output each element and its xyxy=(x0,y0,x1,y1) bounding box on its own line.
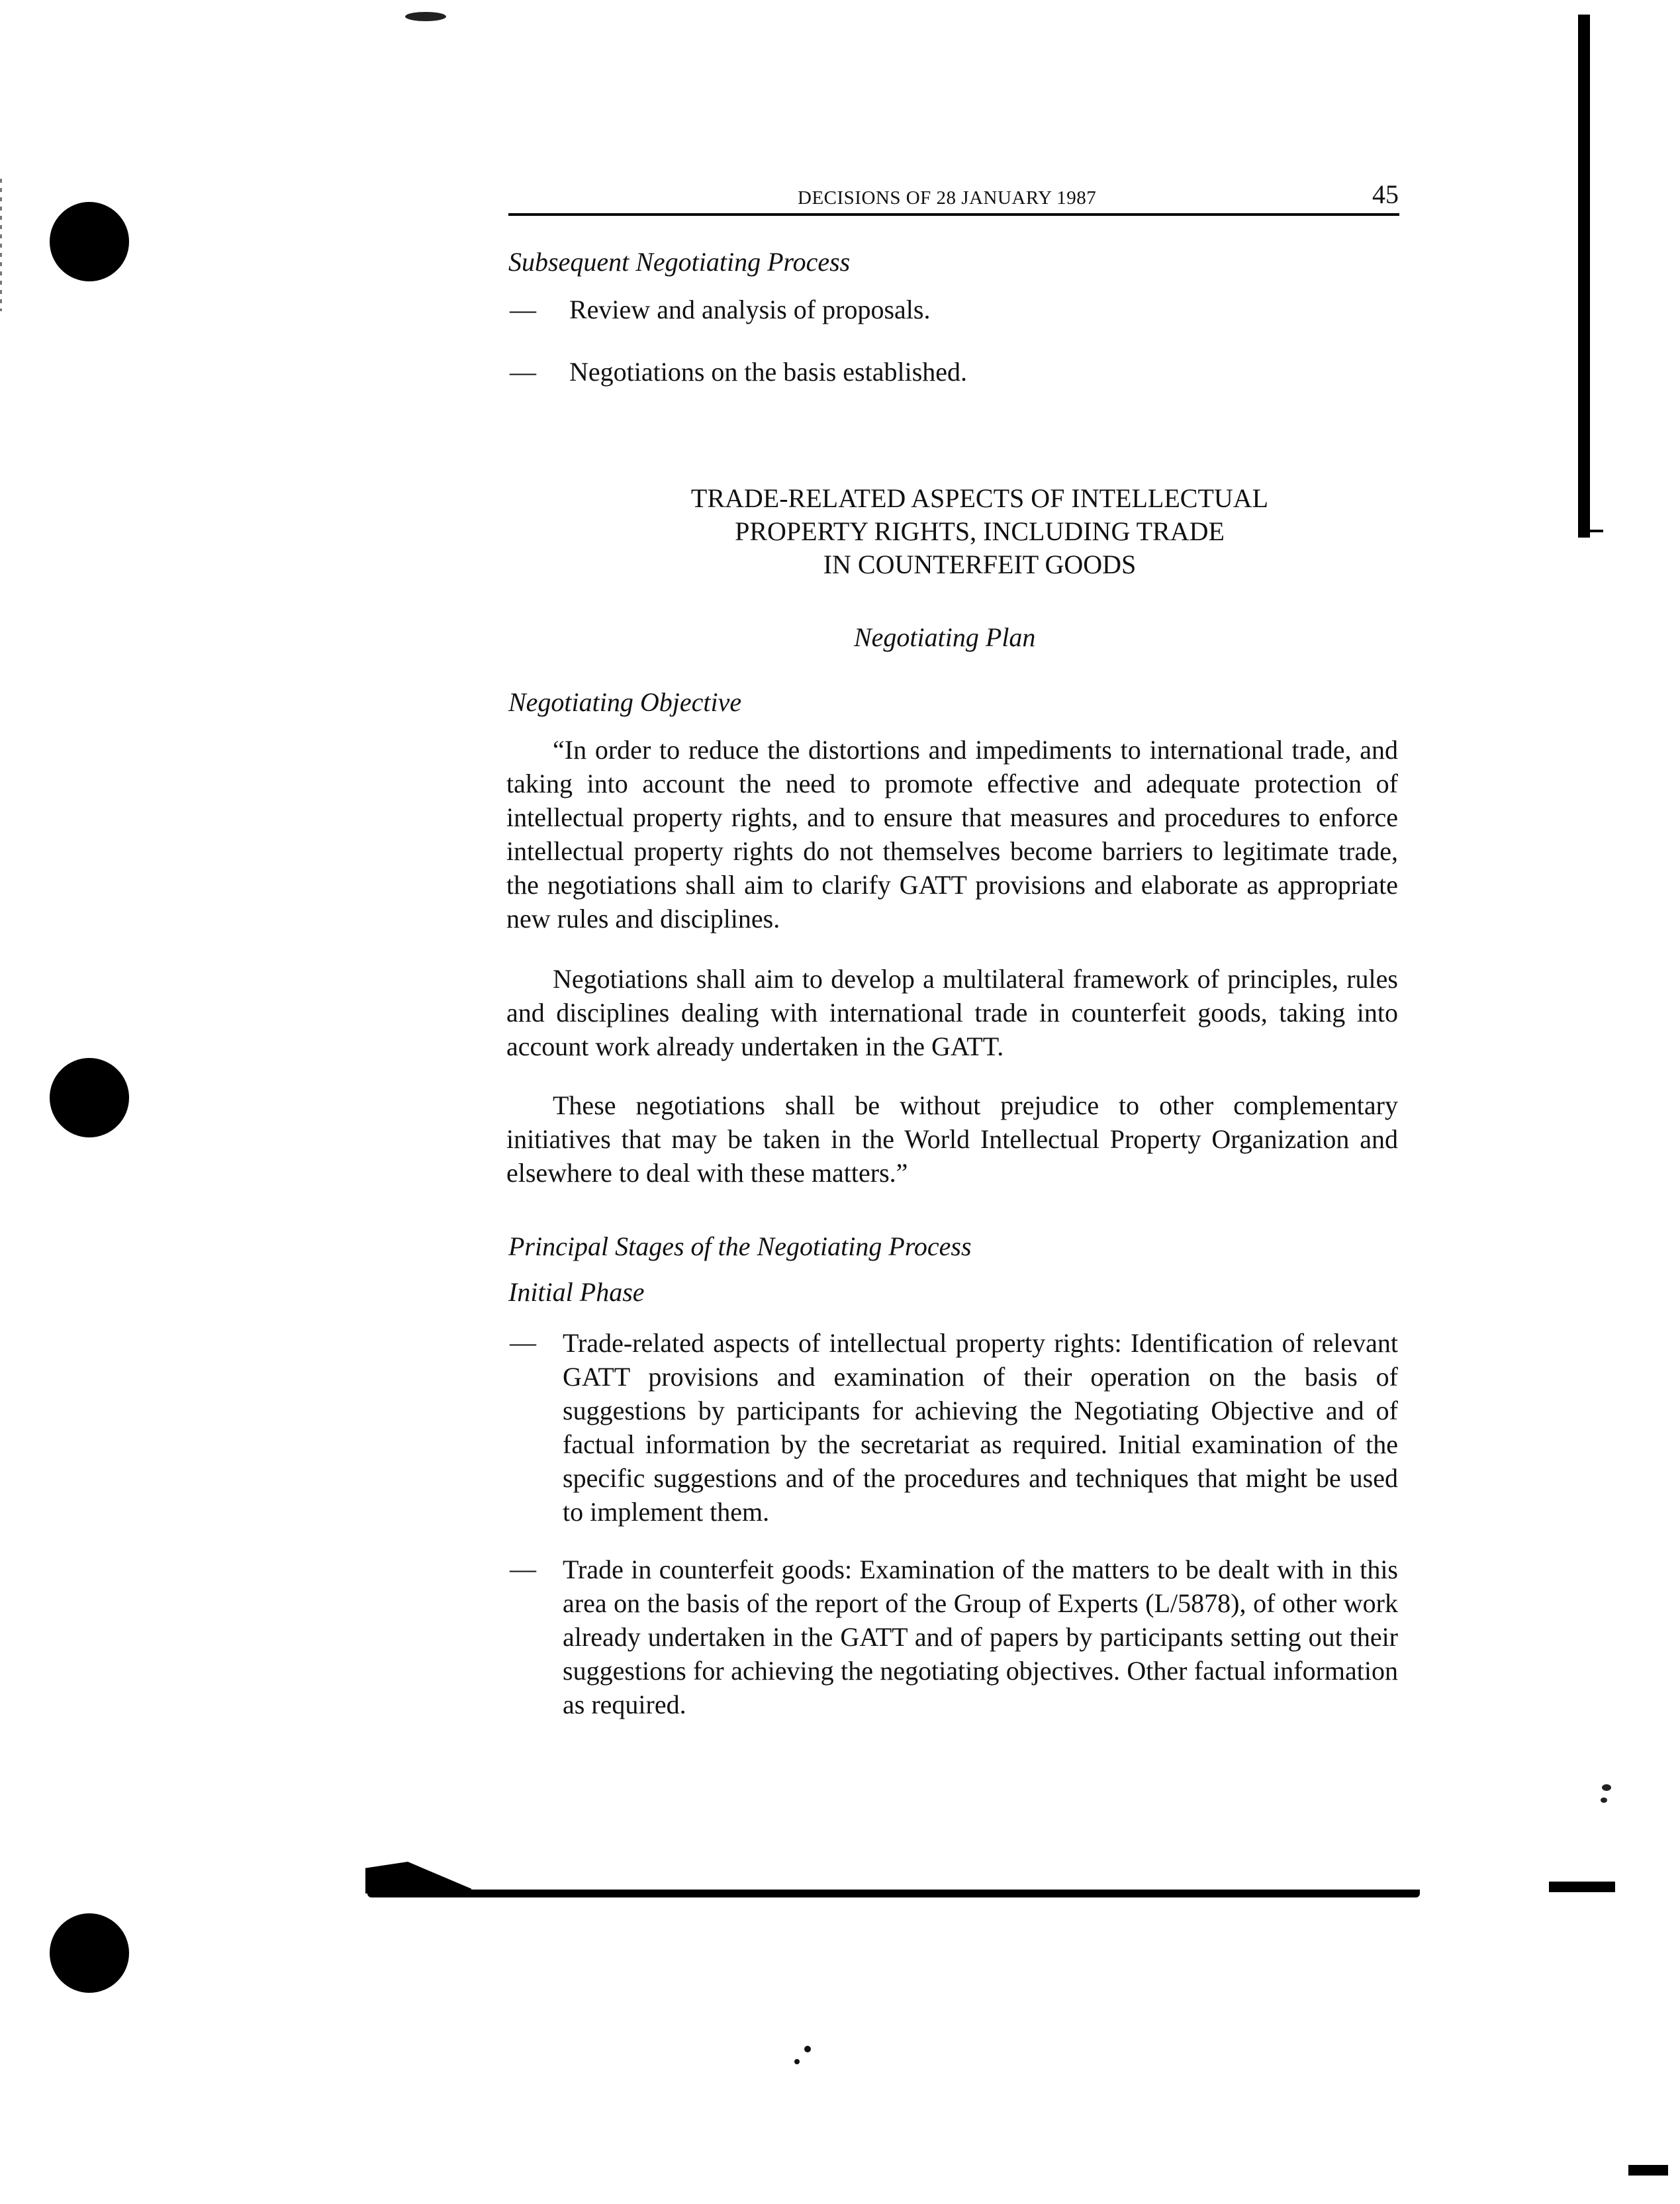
bullet-dash: — xyxy=(510,1554,536,1584)
bullet-dash: — xyxy=(510,1327,536,1357)
bullet-dash: — xyxy=(510,357,536,387)
punch-hole-bottom xyxy=(50,1913,129,1993)
scan-speck xyxy=(794,2059,800,2064)
scan-speck xyxy=(1601,1797,1607,1803)
scan-speck xyxy=(804,2046,811,2052)
objective-paragraph xyxy=(506,1088,1398,1190)
running-head: DECISIONS OF 28 JANUARY 1987 xyxy=(798,187,1097,209)
plan-heading: Negotiating Plan xyxy=(854,622,1036,652)
title-line: IN COUNTERFEIT GOODS xyxy=(823,550,1137,579)
scan-corner-mark xyxy=(1549,1882,1615,1892)
punch-hole-middle xyxy=(50,1058,129,1137)
scan-speck xyxy=(405,12,446,21)
scan-smudge xyxy=(365,1862,471,1893)
principal-heading: Principal Stages of the Negotiating Process xyxy=(508,1231,972,1261)
title-line: TRADE-RELATED ASPECTS OF INTELLECTUAL xyxy=(690,483,1269,513)
scan-bottom-rule xyxy=(367,1890,1420,1897)
objective-paragraph xyxy=(506,962,1398,1063)
scan-corner-bar xyxy=(1628,2165,1668,2176)
scan-edge-tick xyxy=(1586,530,1603,532)
bullet-dash: — xyxy=(510,295,536,324)
initial-phase-heading: Initial Phase xyxy=(508,1277,645,1307)
list-item: Trade-related aspects of intellectual property rights: Identification of relevant GATT provisions and examination of their operation on the basis of suggestions by participants for achieving the Negotiating Objective and of factual information by the secretariat as required. Initial examination of the specific suggestions and of the procedures and techniques that might be used to implement them. xyxy=(563,1328,1398,1527)
objective-paragraph xyxy=(506,733,1398,935)
scan-edge-bar xyxy=(1578,15,1590,538)
paragraph-text: These negotiations shall be without prejudice to other complementary initiatives that may be taken in the World Intellectual Property Organization and elsewhere to deal with these matters.” xyxy=(506,1090,1398,1188)
title-line: PROPERTY RIGHTS, INCLUDING TRADE xyxy=(735,516,1225,546)
scan-left-edge-dots xyxy=(0,179,2,311)
list-item: Negotiations on the basis established. xyxy=(569,357,968,387)
list-item: Trade in counterfeit goods: Examination of the matters to be dealt with in this area on the basis of the report of the Group of Experts (L/5878), of other work already undertaken in the GATT and of papers by participants setting out their suggestions for achieving the negotiating objectives. Other factual information as required. xyxy=(563,1555,1398,1719)
paragraph-text: “In order to reduce the distortions and impediments to international trade, and taking into account the need to promote effective and adequate protection of intellectual property rights, and to ensure that measures and procedures to enforce intellectual property rights do not themselves become barriers to legitimate trade, the negotiations shall aim to clarify GATT provisions and elaborate as appropriate new rules and disciplines. xyxy=(506,735,1398,934)
page-number: 45 xyxy=(1372,179,1399,209)
list-item: Review and analysis of proposals. xyxy=(569,295,931,324)
header-rule xyxy=(508,213,1399,216)
paragraph-text: Negotiations shall aim to develop a multilateral framework of principles, rules and disciplines dealing with international trade in counterfeit goods, taking into account work already undertaken in the GATT. xyxy=(506,964,1398,1061)
section-title xyxy=(583,482,1377,581)
subsequent-heading: Subsequent Negotiating Process xyxy=(508,247,851,277)
objective-heading: Negotiating Objective xyxy=(508,687,742,717)
scan-speck xyxy=(1602,1784,1611,1791)
punch-hole-top xyxy=(50,202,129,281)
